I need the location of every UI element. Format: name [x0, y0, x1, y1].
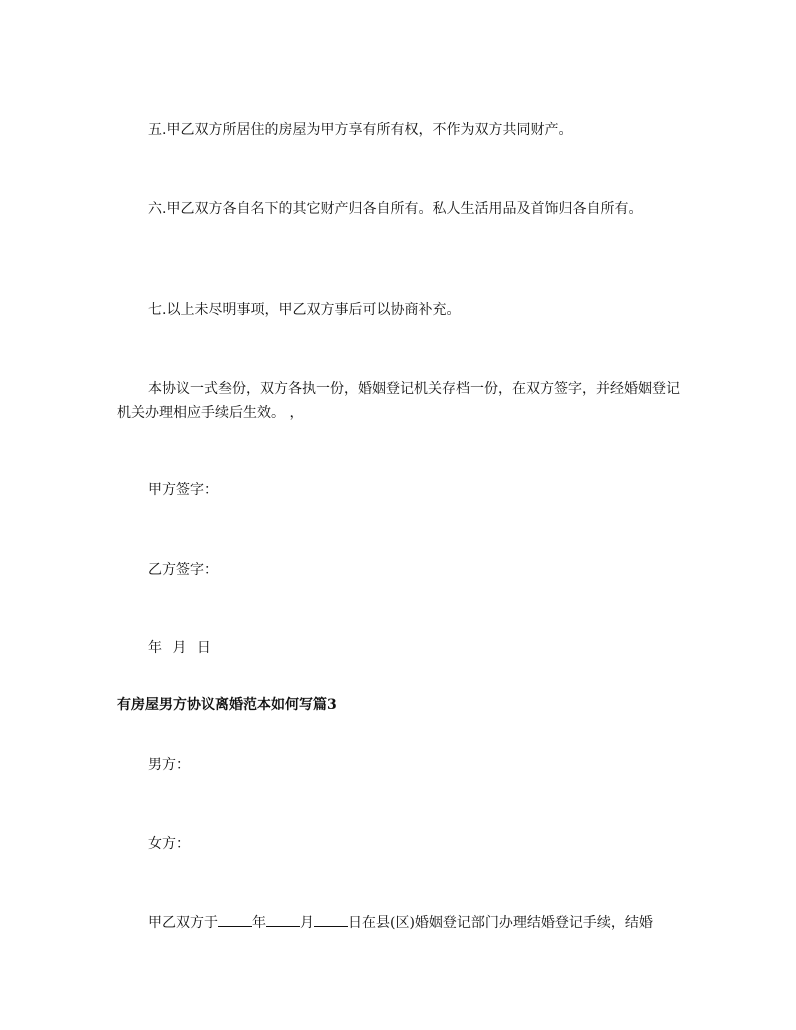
date-line: 年 月 日 [148, 640, 211, 656]
year-blank [218, 912, 252, 927]
day-blank [314, 912, 348, 927]
clause-six: 六.甲乙双方各自名下的其它财产归各自所有。私人生活用品及首饰归各自所有。 [148, 201, 643, 217]
man-party-line: 男方： [148, 757, 190, 773]
month-blank [266, 912, 300, 927]
copies-clause: 本协议一式叁份，双方各执一份，婚姻登记机关存档一份，在双方签字，并经婚姻登记机关办理相应手续后生效。 ， [117, 381, 680, 421]
section-heading: 有房屋男方协议离婚范本如何写篇3 [117, 697, 337, 713]
marriage-prefix: 甲乙双方于 [148, 915, 218, 931]
year-label: 年 [252, 915, 266, 931]
clause-five: 五.甲乙双方所居住的房屋为甲方享有所有权，不作为双方共同财产。 [148, 122, 573, 138]
party-b-signature: 乙方签字： [148, 562, 218, 578]
marriage-registration-line [117, 911, 682, 935]
month-label: 月 [300, 915, 314, 931]
clause-seven: 七.以上未尽明事项，甲乙双方事后可以协商补充。 [148, 302, 461, 318]
marriage-suffix: 日在县(区)婚姻登记部门办理结婚登记手续，结婚 [348, 915, 653, 931]
woman-party-line: 女方： [148, 836, 190, 852]
party-a-signature: 甲方签字： [148, 482, 218, 498]
